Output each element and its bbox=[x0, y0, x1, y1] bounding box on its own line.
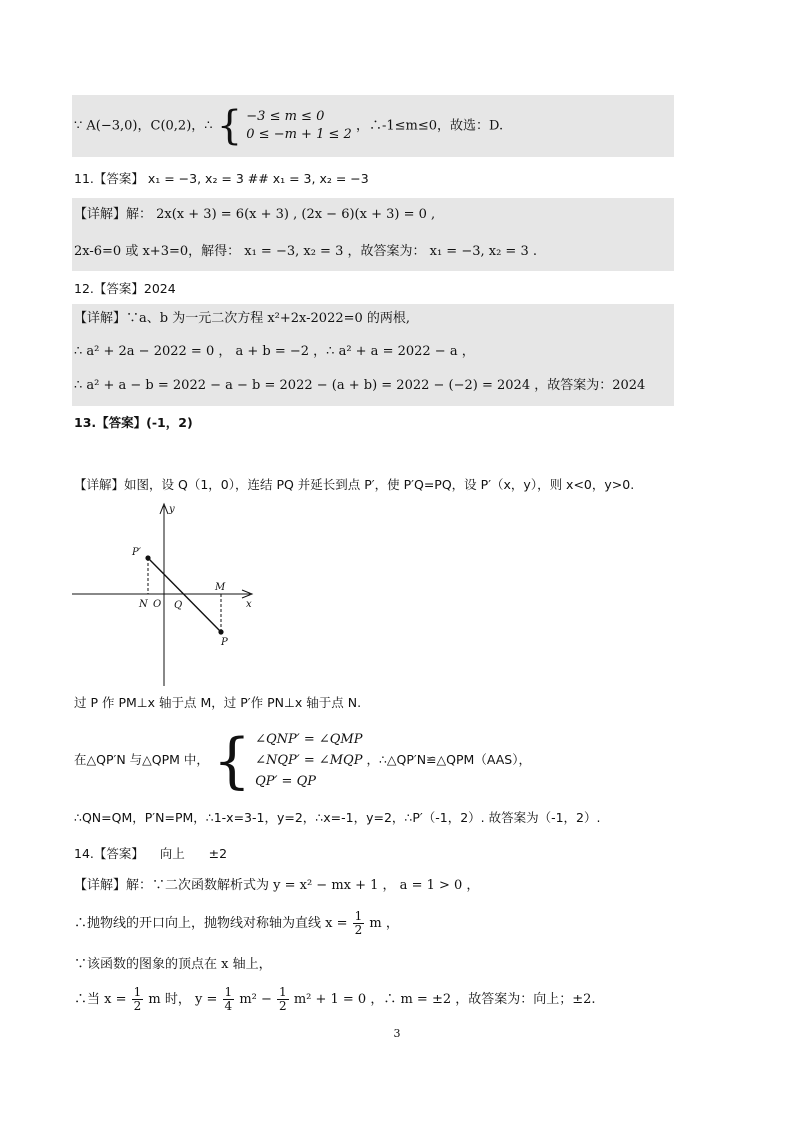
q14-detail-line-3: ∵该函数的图象的顶点在 x 轴上， bbox=[74, 957, 272, 972]
fraction-one-quarter: $\frac{1}{4}$ bbox=[224, 985, 233, 1013]
q11-detail-line-2: 2x-6=0 或 x+3=0，解得： x₁ = −3, x₂ = 3 ，故答案为： x₁ = −3, x₂ = 3 . bbox=[74, 244, 537, 259]
page-number: 3 bbox=[393, 1027, 401, 1040]
q13-detail-line-1: 【详解】如图，设 Q（1，0），连结 PQ 并延长到点 P′，使 P′Q=PQ，设 P′（x，y），则 x<0，y>0. bbox=[74, 477, 635, 492]
q11-detail-line-1: 【详解】解： 2x(x + 3) = 6(x + 3) , (2x − 6)(x + 3) = 0 , bbox=[74, 207, 436, 222]
label-m: M bbox=[215, 582, 226, 593]
q13-congruence-system: ∠QNP′ = ∠QMP ∠NQP′ = ∠MQP QP′ = QP bbox=[255, 732, 363, 789]
fraction-one-half: $\frac{1}{2}$ bbox=[279, 985, 287, 1013]
q13-detail-line-3: 在△QP′N 与△QPM 中， { ∠QNP′ = ∠QMP ∠NQP′ = ∠MQP QP′ = QP ，∴△QP′N≌△QPM（AAS）， bbox=[74, 725, 531, 796]
q13-detail-line-4: ∴QN=QM，P′N=PM，∴1-x=3-1，y=2，∴x=-1，y=2，∴P′（-1，2）. 故答案为（-1，2）. bbox=[74, 810, 601, 825]
q12-detail-line-2: ∴ a² + 2a − 2022 = 0 ， a + b = −2 ，∴ a² + a = 2022 − a ， bbox=[74, 344, 475, 359]
fraction-one-half: $\frac{1}{2}$ bbox=[133, 985, 142, 1013]
segment-p-prime-p bbox=[148, 558, 221, 632]
coordinate-figure bbox=[70, 500, 270, 690]
point-p bbox=[218, 629, 223, 634]
label-p: P bbox=[221, 637, 228, 648]
q14-answer: 14.【答案】 向上 ±2 bbox=[74, 846, 228, 861]
label-n: N bbox=[139, 599, 148, 610]
fraction-one-half: $\frac{1}{2}$ bbox=[354, 909, 363, 937]
label-q: Q bbox=[174, 600, 183, 611]
point-p-prime bbox=[145, 555, 150, 560]
label-o: O bbox=[153, 599, 162, 610]
q14-detail-line-1: 【详解】解：∵二次函数解析式为 y = x² − mx + 1 ， a = 1 > 0 ， bbox=[74, 878, 480, 893]
q13-answer: 13.【答案】(-1，2) bbox=[74, 415, 193, 430]
q12-detail-line-1: 【详解】∵a、b 为一元二次方程 x²+2x-2022=0 的两根, bbox=[74, 311, 411, 326]
q14-detail-line-4: ∴当 x = $\frac{1}{2}$ m 时， y = $\frac{1}{4}$ m² − $\frac{1}{2}$ m² + 1 = 0 ，∴ m = ±2 ，故答案为：向上；±2. bbox=[74, 985, 596, 1013]
q10-solution-line: ∵ A(−3,0)，C(0,2)，∴ { −3 ≤ m ≤ 0 0 ≤ −m + 1 ≤ 2 ，∴-1≤m≤0，故选：D. bbox=[74, 103, 504, 149]
q13-detail-line-2: 过 P 作 PM⊥x 轴于点 M，过 P′作 PN⊥x 轴于点 N. bbox=[74, 695, 362, 710]
q10-inequality-system: −3 ≤ m ≤ 0 0 ≤ −m + 1 ≤ 2 bbox=[246, 109, 352, 142]
system-brace: { bbox=[212, 725, 252, 796]
q12-detail-line-3: ∴ a² + a − b = 2022 − a − b = 2022 − (a + b) = 2022 − (−2) = 2024 ，故答案为：2024 bbox=[74, 378, 646, 393]
system-brace: { bbox=[216, 103, 243, 149]
q11-answer: 11.【答案】 x₁ = −3, x₂ = 3 ## x₁ = 3, x₂ = −3 bbox=[74, 171, 369, 186]
label-p-prime: P′ bbox=[132, 547, 141, 558]
q12-answer: 12.【答案】2024 bbox=[74, 281, 176, 296]
q14-detail-line-2: ∴抛物线的开口向上，抛物线对称轴为直线 x = $\frac{1}{2}$ m ， bbox=[74, 909, 399, 937]
label-x: x bbox=[246, 599, 252, 610]
label-y: y bbox=[169, 504, 175, 515]
